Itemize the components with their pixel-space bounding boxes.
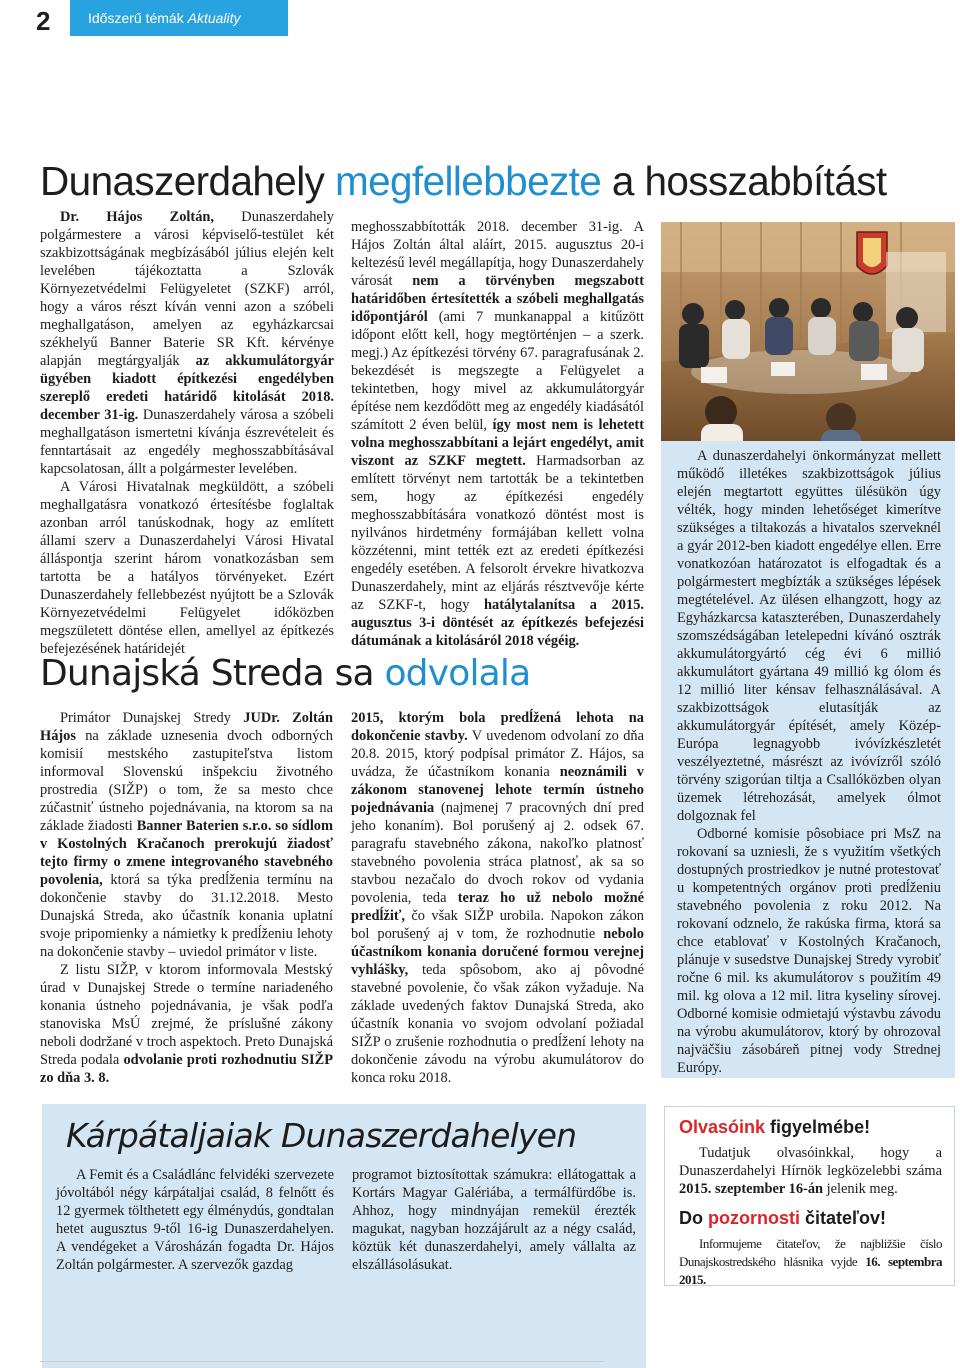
paragraph bbox=[351, 218, 644, 650]
title-highlight: odvolala bbox=[384, 653, 531, 694]
title-part: Dunajská Streda sa bbox=[40, 653, 385, 694]
text: Informujeme čitateľov, že najbližšie číslo Dunajskostredského hlásnika vyjde bbox=[679, 1236, 942, 1269]
text: Primátor Dunajskej Stredy bbox=[60, 710, 244, 726]
article-hu-title bbox=[40, 158, 960, 205]
bold-text: 2015. szeptember 16-án bbox=[679, 1181, 824, 1197]
text: Harmadsorban az említett törvényt nem tartották be a tekintetben sem, hogy az építkezési engedély meghosszabbítására vonatkozó döntést most is nyilvános hirdetmény formájában kellett volna közzétenni, mint tették ezt az eredeti építkezési engedély esetében. A felsorolt érvekre hivatkozva Dunaszerdahely, mint az eljárás résztvevője kérte az SZKF-t, hogy bbox=[351, 453, 645, 613]
notice-body-sk bbox=[679, 1235, 942, 1289]
text: Tudatjuk olvasóinkkal, hogy a Dunaszerdahelyi Hírnök legközelebbi száma bbox=[679, 1145, 942, 1179]
article-hu-column-2 bbox=[351, 218, 644, 650]
article-hu-column-1 bbox=[40, 208, 334, 658]
title-highlight: megfellebbezte bbox=[334, 158, 602, 204]
bold-text: nebolo účastníkom konania doručené formou verejnej vyhlášky, bbox=[351, 926, 644, 978]
bold-text: Dr. Hájos Zoltán, bbox=[60, 209, 215, 225]
sidebar-box bbox=[661, 441, 955, 1078]
paragraph bbox=[351, 709, 644, 1087]
sidebar-paragraph-sk: Odborné komisie pôsobiace pri MsZ na rokovaní sa uzniesli, že s využitím všetkých dostupných prostriedkov je nutné protestovať u kompetentných orgánov proti predĺženiu stavebného povolenia z roku 2012. Na rokovaní odznelo, že rakúska firma, ktorá sa chce etablovať v Kostolných Kračanoch, plánuje v susedstve Dunajskej Stredy vyrobiť ročne 6 mil. ks akumulátorov s použitím 49 mil. kg olova a 12 mil. litra kyseliny sírovej. Odborné komisie odmietajú výstavbu závodu na výrobu akumulátorov, ktorý by ohrozoval najväčšiu zásobáreň pitnej vody Strednej Európy. bbox=[677, 826, 941, 1076]
bottom-article-title: Kárpátaljaiak Dunaszerdahelyen bbox=[66, 1116, 577, 1155]
notice-box bbox=[664, 1106, 955, 1286]
text: na základe uznesenia dvoch odborných komisií mestského zastupiteľstva listom informoval Slovenskú inšpekciu životného prostredia (SIŽP) o tom, že sa mesto chce zúčastniť ústneho pojednávania, na ktorom sa na základe žiadosti bbox=[40, 728, 333, 834]
title-text: Do bbox=[679, 1208, 708, 1228]
bottom-article-box bbox=[42, 1104, 646, 1368]
sidebar-paragraph-hu: A dunaszerdahelyi önkormányzat mellett működő illetékes szakbizottságok július elején megtartott együttes ülésükön úgy vélték, hogy minden lehetőséget kimerítve szükséges a tiltakozás a hivatalos szerveknél a gyár 2012-ben kiadott engedélye ellen. Erre vonatkozóan határozatot is elfogadtak és a polgármestert megbízták a szükséges lépések megtételével. Az ülésen elhangzott, hogy az Egyházkarcsa kataszterében, Dunaszerdahely szomszédságában letelepedni kívánó osztrák akkumulátorgyártó cég évi 6 millió akkumulátort gyártana 49 millió kg ólom és 12 millió liter kénsav felhasználásával. A szakbizottságok elutasítják az akkumulátorgyár építését, amely Közép-Európa legnagyobb ivóvízkészletét veszélyeztetné, másrészt az ivóvízről szóló törvény szigorúan tiltja a Csallóközben olyan üzemek létrehozását, amelyek ólmot dolgoznak fel bbox=[677, 448, 941, 824]
article-sk-title bbox=[40, 653, 530, 694]
paragraph: A Városi Hivatalnak megküldött, a szóbeli meghallgatásra vonatkozó értesítésbe foglaltak azonban arról tanúskodnak, hogy az említett állami szerv a Dunaszerdahelyi Városi Hivatal álláspontja szerint három vonatkozásban sem tartotta be a hatályos törvényeket. Ezért Dunaszerdahely fellebbezést nyújtott be a Szlovák Környezetvédelmi Felügyelet időközben megszületett döntése ellen, amellyel az építkezés befejezésének határidejét bbox=[40, 479, 334, 657]
bold-text: nem a törvényben megszabott határidőben értesítették a szóbeli meghallgatás időpontjáról bbox=[351, 273, 645, 325]
paragraph: programot biztosítottak számukra: ellátogattak a Kortárs Magyar Galériába, a termálfürdőbe is. Ahhoz, hogy mindnyájan remekül érezték magukat, nagyban hozzájárult az a négy család, köztük két dunaszerdahelyi, amely vállalta az elszállásolásukat. bbox=[352, 1167, 636, 1273]
paragraph bbox=[40, 961, 333, 1087]
bold-text: így most nem is lehetett volna meghosszabbítani a lejárt engedélyt, amit viszont az SZKF megtett. bbox=[351, 417, 644, 469]
text: Z listu SIŽP, v ktorom informovala Mestský úrad v Dunajskej Strede o termíne nariadeného konania ústneho pojednávania, je však podľa stanoviska MsÚ zrejmé, že príslušné zákony neboli dodržané v troch aspektoch. Preto Dunajská Streda podala bbox=[40, 962, 333, 1068]
page-number: 2 bbox=[36, 6, 51, 36]
text: (najmenej 7 pracovných dní pred jeho konaním). Bol porušený aj 2. odsek 67. paragrafu stavebného zákona, nakoľko platnosť stavebného povolenia stráca platnosť, ak sa so stavbou nezačalo do dvoch rokov od vydania povolenia, teda bbox=[351, 800, 644, 906]
title-part: a hosszabbítást bbox=[601, 158, 887, 204]
bold-text: az akkumulátorgyár ügyében kiadott építkezési engedélyben szereplő eredeti határidő kitolását 2018. december 31-ig. bbox=[40, 353, 335, 423]
text: ktorá sa týka predĺženia termínu na dokončenie stavby do 31.12.2018. Mesto Dunajská Streda, ako účastník konania uplatní svoje pripomienky a námietky k predĺženiu lehoty na dokončenie stavby – uviedol primátor v liste. bbox=[40, 872, 333, 960]
text: teda spôsobom, ako aj pôvodné stavebné povolenie, čo však zákon vyžaduje. Na základe uvedených faktov Dunajská Streda, ako účastník konania vo svojom odvolaní požiadal SIŽP o zrušenie rozhodnutia o predĺžení lehoty na dokončenie závodu na výrobu akumulátorov do konca roku 2018. bbox=[351, 962, 644, 1086]
meeting-photo bbox=[661, 222, 955, 442]
paragraph: A Femit és a Családlánc felvidéki szervezete jóvoltából négy kárpátaljai család, 8 felnőtt és 12 gyermek tölthetett egy élménydús, gondtalan hetet augusztus 9-től 16-ig Dunaszerdahelyen. A vendégeket a Városházán fogadta Dr. Hájos Zoltán polgármester. A szervezők gazdag bbox=[56, 1167, 334, 1273]
paragraph bbox=[40, 709, 333, 961]
title-text: čitateľov! bbox=[800, 1208, 886, 1228]
bottom-article-column-2 bbox=[352, 1166, 636, 1274]
bold-text: 16. septembra 2015. bbox=[679, 1254, 942, 1287]
text: jelenik meg. bbox=[823, 1181, 898, 1197]
title-red: pozornosti bbox=[708, 1208, 800, 1228]
text: Dunaszerdahely polgármestere a városi képviselő-testület két szakbizottságának megbízásából július elején kelt levelében tájékoztatta a Szlovák Környezetvédelmi Felügyeletet (SZKF) arról, hogy a város részt kíván venni azon a szóbeli meghallgatáson, amelyen az egyházkarcsai székhelyű Banner Baterie SR Kft. kérvénye alapján megtárgyalják bbox=[40, 209, 335, 369]
section-label-sk: Aktuality bbox=[187, 10, 241, 26]
bold-text: Banner Baterien s.r.o. so sídlom v Kostolných Kračanoch prerokujú žiadosť tejto firmy o zmene integrovaného stavebného povolenia, bbox=[40, 818, 333, 888]
title-text: figyelmébe! bbox=[765, 1117, 871, 1137]
bold-text: 2015, ktorým bola predĺžená lehota na dokončenie stavby. bbox=[351, 710, 644, 744]
text: (ami 7 munkanappal a kitűzött időpont előtt kell, hogy megtörténjen – a szerk. megj.) Az építkezési törvény 67. paragrafusának 2. bekezdését is megszegte a Felügyelet a tekintetben, hogy mivel az akkumulátorgyár építése nem kezdődött meg az engedély kiadásától számított 2 éven belül, bbox=[351, 309, 644, 433]
divider bbox=[40, 1361, 604, 1362]
title-part: Dunaszerdahely bbox=[40, 158, 335, 204]
article-sk-column-1 bbox=[40, 709, 333, 1087]
notice-title-sk bbox=[679, 1208, 942, 1229]
bottom-article-column-1 bbox=[56, 1166, 334, 1274]
text: meghosszabbították 2018. december 31-ig. A Hájos Zoltán által aláírt, 2015. augusztus 20-i keltezésű levél megállapítja, hogy Dunaszerdahely városát bbox=[351, 219, 644, 289]
paragraph bbox=[40, 208, 334, 478]
article-sk-column-2 bbox=[351, 709, 644, 1087]
text: Dunaszerdahely városa a szóbeli meghallgatáson ismertetni kívánja észrevételeit és fenntartásait az engedély meghosszabbításával kapcsolatosan, állt a polgármester levelében. bbox=[40, 407, 334, 477]
section-label-hu: Időszerű témák bbox=[88, 10, 184, 26]
bold-text: neoznámili v zákonom stanovenej lehote termín ústneho pojednávania bbox=[351, 764, 644, 816]
notice-body-hu bbox=[679, 1144, 942, 1198]
bold-text: odvolanie proti rozhodnutiu SIŽP zo dňa 3. 8. bbox=[40, 1052, 333, 1086]
bold-text: teraz ho už nebolo možné predĺžiť, bbox=[351, 890, 644, 924]
text: V uvedenom odvolaní zo dňa 20.8. 2015, ktorý podpísal primátor Z. Hájos, sa uvádza, že účastníkom konania bbox=[351, 728, 644, 780]
section-header-bar bbox=[70, 0, 288, 36]
meeting-photo-image bbox=[661, 222, 955, 442]
bold-text: hatálytalanítsa a 2015. augusztus 3-i döntését az építkezés befejezési dátumának a kitolásáról 2018 végéig. bbox=[351, 597, 644, 649]
notice-title-hu bbox=[679, 1117, 942, 1138]
text: čo však SIŽP urobila. Napokon zákon bol porušený aj v tom, že rozhodnutie bbox=[351, 908, 644, 942]
bold-text: JUDr. Zoltán Hájos bbox=[40, 710, 333, 744]
title-red: Olvasóink bbox=[679, 1117, 766, 1137]
